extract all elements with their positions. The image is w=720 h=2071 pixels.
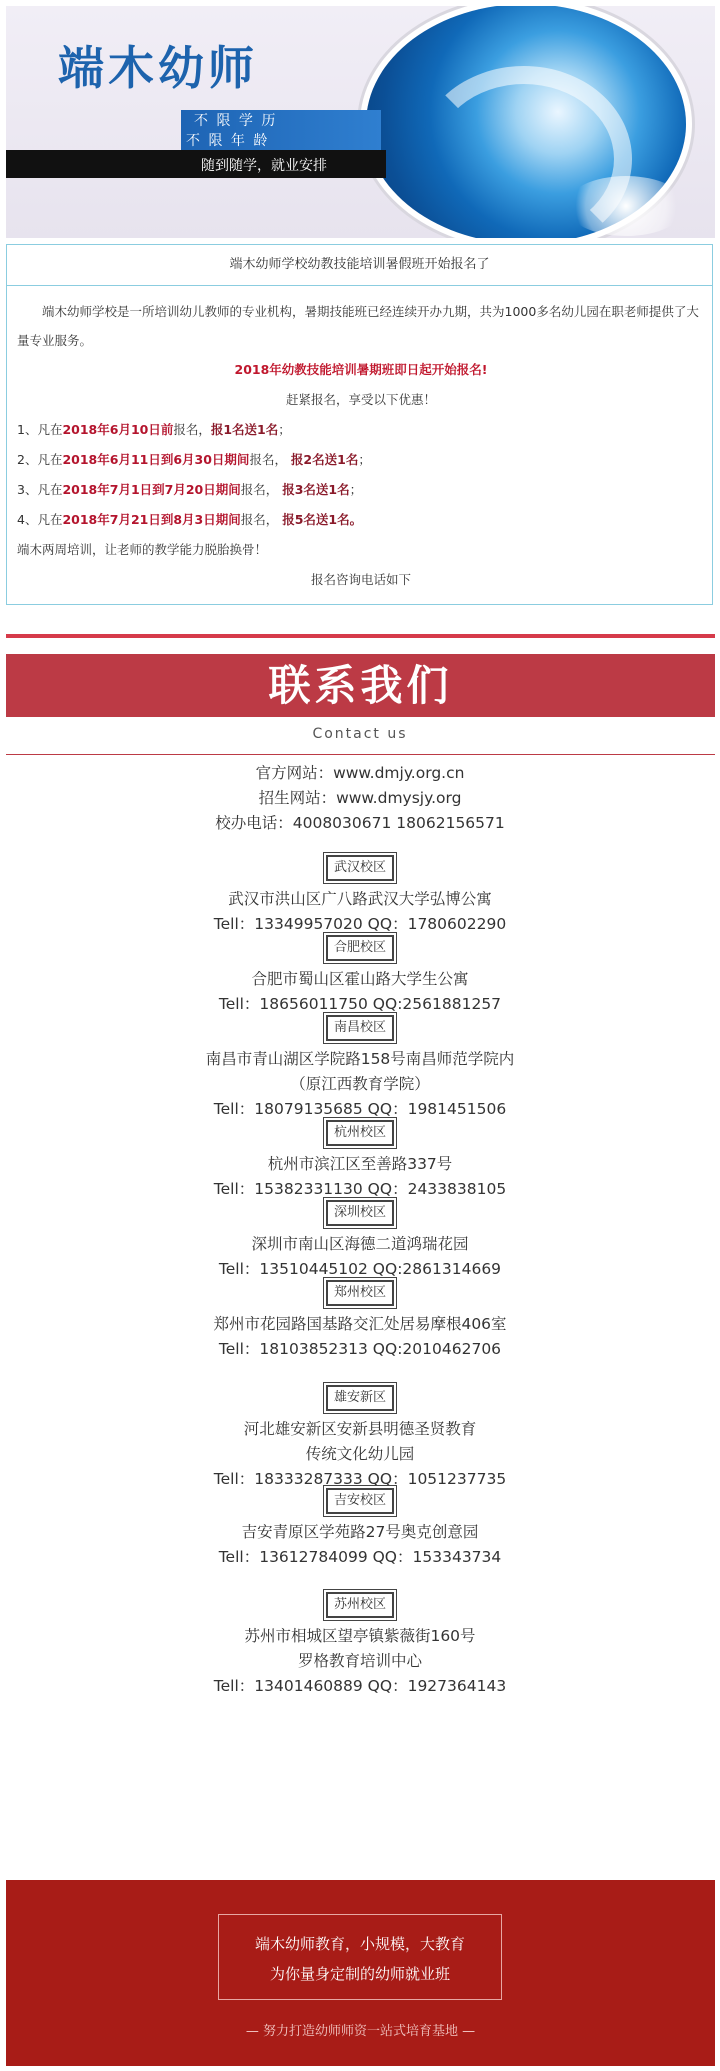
office-phone[interactable]: 校办电话：4008030671 18062156571	[215, 814, 505, 832]
footer-line2: 为你量身定制的幼师就业班	[269, 1965, 450, 1983]
campus-address: 吉安青原区学苑路27号奥克创意园	[241, 1523, 479, 1541]
brand-logo-text: 端木幼师	[58, 41, 258, 95]
campus-contact[interactable]: Tell：15382331130 QQ：2433838105	[213, 1180, 507, 1198]
discount-rules	[17, 415, 705, 535]
tagline-bar	[6, 150, 386, 178]
campus-name-tag: 武汉校区	[326, 855, 394, 881]
discount-rule	[17, 415, 705, 445]
contact-divider	[6, 754, 715, 755]
campus-address: 苏州市相城区望亭镇紫薇街160号	[244, 1627, 476, 1645]
rule-offer: 报2名送1名	[290, 452, 359, 467]
campus-block	[0, 1488, 720, 1570]
rule-prefix: 4、凡在	[17, 512, 63, 527]
campus-name-tag: 深圳校区	[326, 1200, 394, 1226]
campus-address: 武汉市洪山区广八路武汉大学弘博公寓	[228, 890, 492, 908]
campus-block	[0, 855, 720, 937]
rule-offer: 报1名送1名	[210, 422, 279, 437]
campus-address: 传统文化幼儿园	[305, 1445, 415, 1463]
rule-prefix: 2、凡在	[17, 452, 63, 467]
tag-no-age-limit: 不 限 年 龄	[186, 133, 270, 149]
rule-mid: 报名，	[173, 422, 211, 437]
campus-contact[interactable]: Tell：13349957020 QQ：1780602290	[213, 915, 507, 933]
campus-name-tag: 杭州校区	[326, 1120, 394, 1146]
discount-rule	[17, 475, 705, 505]
campus-contact[interactable]: Tell：13401460889 QQ：1927364143	[213, 1677, 507, 1695]
rule-suffix: ；	[358, 452, 371, 467]
campus-address: 合肥市蜀山区霍山路大学生公寓	[251, 970, 469, 988]
promo-urge: 赶紧报名，享受以下优惠！	[285, 392, 436, 407]
campus-name-tag: 合肥校区	[326, 935, 394, 961]
campus-block	[0, 935, 720, 1017]
footer	[6, 1880, 715, 2066]
campus-address: （原江西教育学院）	[290, 1075, 430, 1093]
campus-block	[0, 1592, 720, 1699]
campus-address: 南昌市青山湖区学院路158号南昌师范学院内	[205, 1050, 515, 1068]
rule-date: 2018年7月1日到7月20日期间	[62, 482, 241, 497]
campus-contact[interactable]: Tell：13510445102 QQ:2861314669	[218, 1260, 502, 1278]
discount-rule	[17, 505, 705, 535]
admissions-website[interactable]: 招生网站：www.dmysjy.org	[258, 789, 462, 807]
campus-address: 罗格教育培训中心	[297, 1652, 422, 1670]
campus-contact[interactable]: Tell：18103852313 QQ:2010462706	[218, 1340, 502, 1358]
campus-block	[0, 1280, 720, 1362]
rule-date: 2018年7月21日到8月3日期间	[62, 512, 241, 527]
contact-heading: 联系我们	[6, 654, 715, 717]
rule-mid: 报名，	[240, 482, 283, 497]
contact-info	[0, 761, 720, 836]
hero-banner	[6, 6, 715, 238]
campus-contact[interactable]: Tell：18656011750 QQ:2561881257	[218, 995, 502, 1013]
campus-contact[interactable]: Tell：18333287333 QQ：1051237735	[213, 1470, 507, 1488]
campus-name-tag: 吉安校区	[326, 1488, 394, 1514]
rule-date: 2018年6月11日到6月30日期间	[62, 452, 250, 467]
discount-rule	[17, 445, 705, 475]
campus-address: 河北雄安新区安新县明德圣贤教育	[243, 1420, 477, 1438]
campus-block	[0, 1120, 720, 1202]
campus-block	[0, 1200, 720, 1282]
notice-title: 端木幼师学校幼教技能培训暑假班开始报名了	[7, 245, 712, 286]
rule-offer: 报3名送1名	[282, 482, 350, 497]
banner-tagline: 随到随学，就业安排	[201, 158, 327, 174]
footer-box	[218, 1914, 502, 2000]
wave-foam-decoration	[566, 176, 686, 236]
campus-address: 杭州市滨江区至善路337号	[267, 1155, 453, 1173]
official-website[interactable]: 官方网站：www.dmjy.org.cn	[255, 764, 465, 782]
campus-block	[0, 1015, 720, 1122]
rule-suffix: ；	[349, 482, 363, 497]
rule-date: 2018年6月10日前	[62, 422, 174, 437]
notice-closing: 端木两周培训，让老师的教学能力脱胎换骨！	[17, 542, 268, 557]
contact-subheading: Contact us	[312, 726, 408, 742]
campus-contact[interactable]: Tell：18079135685 QQ：1981451506	[213, 1100, 507, 1118]
campus-block	[0, 1385, 720, 1492]
notice-body	[17, 297, 705, 595]
rule-offer: 报5名送1名。	[282, 512, 363, 527]
rule-mid: 报名，	[240, 512, 283, 527]
campus-name-tag: 郑州校区	[326, 1280, 394, 1306]
rule-prefix: 1、凡在	[17, 422, 63, 437]
enrollment-notice	[6, 244, 713, 605]
footer-slogan: — 努力打造幼师师资一站式培育基地 —	[245, 2024, 476, 2039]
promo-title: 2018年幼教技能培训暑期班即日起开始报名!	[234, 362, 488, 377]
rule-prefix: 3、凡在	[17, 482, 63, 497]
campus-contact[interactable]: Tell：13612784099 QQ：153343734	[218, 1548, 502, 1566]
campus-address: 郑州市花园路国基路交汇处居易摩根406室	[213, 1315, 507, 1333]
campus-name-tag: 雄安新区	[326, 1385, 394, 1411]
campus-name-tag: 南昌校区	[326, 1015, 394, 1041]
rule-mid: 报名，	[249, 452, 291, 467]
notice-intro: 端木幼师学校是一所培训幼儿教师的专业机构，暑期技能班已经连续开办九期，共为1000多名幼儿园在职老师提供了大量专业服务。	[17, 304, 699, 348]
section-divider	[6, 634, 715, 638]
footer-line1: 端木幼师教育，小规模，大教育	[254, 1935, 465, 1953]
campus-address: 深圳市南山区海德二道鸿瑞花园	[251, 1235, 469, 1253]
phone-note: 报名咨询电话如下	[310, 572, 411, 587]
rule-suffix: ；	[278, 422, 291, 437]
campus-name-tag: 苏州校区	[326, 1592, 394, 1618]
tag-no-education-limit: 不 限 学 历	[194, 113, 278, 129]
